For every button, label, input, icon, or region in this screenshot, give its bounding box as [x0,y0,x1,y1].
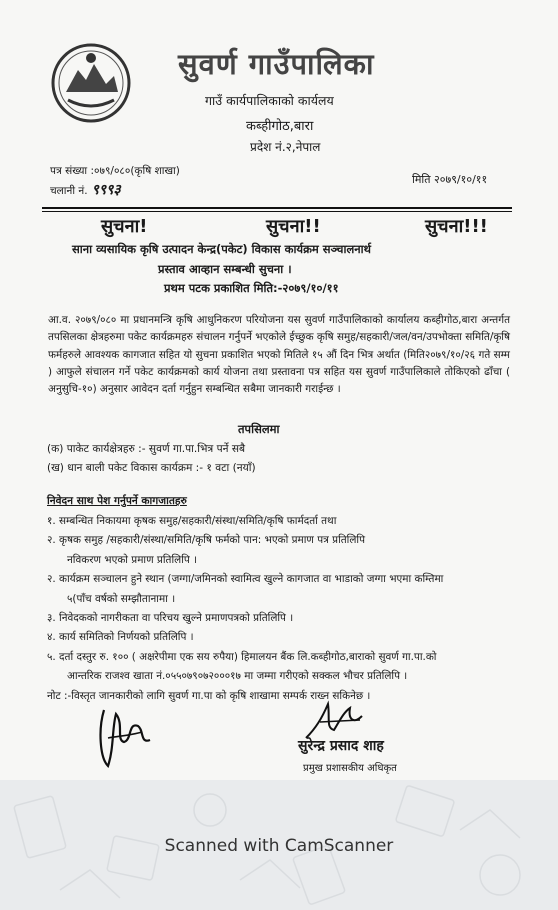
notice-word-3: सुचना!!! [425,216,488,237]
dispatch-line [50,180,121,199]
documents-list [47,512,517,706]
publication-date: प्रथम पटक प्रकाशित मिति:-२०७९/१०/११ [164,281,339,295]
notice-body: आ.व. २०७९/०८० मा प्रधानमन्त्रि कृषि आधुनिकरण परियोजना यस सुवर्ण गाउँपालिकाको कार्यालय कब्हीगोठ,बारा अन्तर्गत तपसिलका क्षेत्रहरुमा पकेट कार्यक्रमहरु संचालन गर्नुपर्ने भएकोले ईच्छुक कृषि समुह/सहकारी/जल/वन/उपभोक्ता समिति/कृषि फर्महरुले आवश्यक कागजात सहित यो सुचना प्रकाशित भएको मितिले १५ औं दिन भित्र अर्थात (मिति२०७९/१०/२६ गते सम्म ) आफुले संचालन गर्ने पकेट कार्यक्रमको कार्य योजना तथा प्रस्तावना पत्र सहित यस सुवर्ण गाउँपालिकाले तोकिएको ढाँचा ( अनुसुचि-१०) अनुसार आवेदन दर्ता गर्नुहुन सम्बन्धित सबैमा जानकारी गराईन्छ । [48,314,510,396]
municipality-name: सुवर्ण गाउँपालिका [178,47,375,81]
list-item: ४. कार्य समितिको निर्णयको प्रतिलिपि । [47,631,194,644]
office-province: प्रदेश नं.२,नेपाल [250,140,321,154]
header-divider-thin [42,211,512,212]
list-item: ५. दर्ता दस्तुर रु. १०० ( अक्षरेपीमा एक सय रुपैया) हिमालयन बैंक लि.कब्हीगोठ,बाराको सुवर्ण गा.पा.को [47,650,437,663]
left-signature-icon [94,700,156,772]
camscanner-brand: Scanned with CamScanner [164,836,394,856]
notice-word-2: सुचना!! [266,216,321,237]
signatory-title: प्रमुख प्रशासकीय अधिकृत [303,763,397,774]
list-item: नविकरण भएको प्रमाण प्रतिलिपि । [67,553,198,566]
letter-date: मिति २०७९/१०/११ [412,173,488,186]
header-divider [42,207,512,209]
list-item: ३. निवेदकको नागरीकता वा परिचय खुल्ने प्रमाणपत्रको प्रतिलिपि । [47,612,294,625]
documents-heading: निवेदन साथ पेश गर्नुपर्ने कागजातहरु [47,495,187,507]
notice-subtitle: साना व्यसायिक कृषि उत्पादन केन्द्र(पकेट) विकास कार्यक्रम सञ्चालनार्थ [72,242,371,256]
list-item: आन्तरिक राजश्व खाता नं.०५५०७९०७२०००१७ मा जम्मा गरीएको सक्कल भौचर प्रतिलिपि । [67,670,408,683]
notice-word-1: सुचना! [101,216,148,237]
list-item: २. कार्यक्रम सञ्चालन हुने स्थान (जग्गा/जमिनको स्वामित्व खुल्ने कागजात वा भाडाको जग्गा भएमा कम्तिमा [47,573,444,586]
list-item: १. सम्बन्धित निकायमा कृषक समुह/सहकारी/संस्था/समिति/कृषि फार्मदर्ता तथा [47,515,337,527]
nepal-emblem-icon [48,40,134,126]
scanner-footer [0,780,558,910]
letter-number: पत्र संख्या :०७९/०८०(कृषि शाखा) [50,165,180,177]
notice-subject: प्रस्ताव आव्हान सम्बन्धी सुचना । [158,262,292,276]
schedule-item-a: (क) पाकेट कार्यक्षेत्रहरु :- सुवर्ण गा.पा.भित्र पर्ने सबै [47,443,246,455]
schedule-heading: तपसिलमा [238,422,280,436]
dispatch-label: चलानी नं. [50,185,88,197]
office-place: कब्हीगोठ,बारा [246,119,314,134]
signatory-name: सुरेन्द्र प्रसाद शाह [298,738,384,754]
schedule-item-b: (ख) धान बाली पकेट विकास कार्यक्रम :- १ वटा (नयाँ) [47,462,256,474]
list-item: ५(पाँच वर्षको सम्झौतानामा । [67,592,176,605]
note-line: नोट :-विस्तृत जानकारीको लागि सुवर्ण गा.पा को कृषि शाखामा सम्पर्क राख्न सकिनेछ । [47,689,371,702]
office-name: गाउँ कार्यपालिकाको कार्यलय [205,93,334,108]
list-item: २. कृषक समुह /सहकारी/संस्था/समिति/कृषि फर्मको पान: भएको प्रमाण पत्र प्रतिलिपि [47,534,366,547]
dispatch-number: ९९९३ [91,182,121,198]
